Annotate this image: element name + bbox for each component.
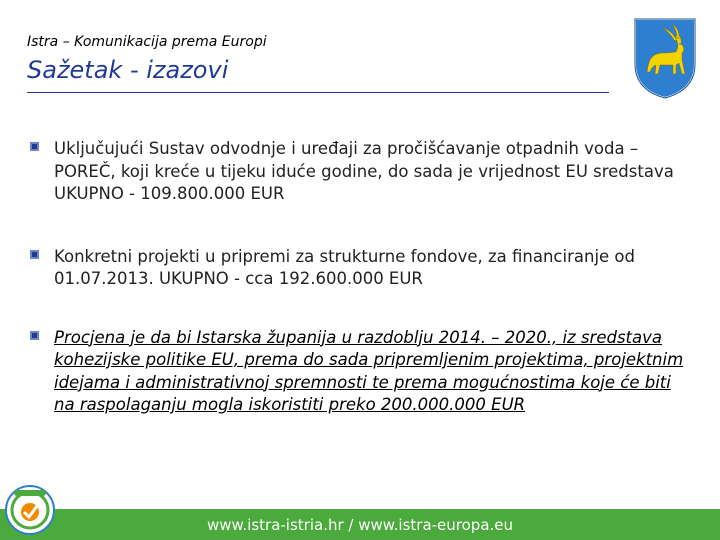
bullet-list: [30, 138, 690, 417]
list-item: [30, 138, 690, 206]
header-divider: [27, 92, 609, 93]
list-item-text: Konkretni projekti u pripremi za strukturne fondove, za financiranje od 01.07.2013. UKUPNO - cca 192.600.000 EUR: [54, 246, 635, 288]
bullet-square-icon: [30, 250, 39, 259]
footer-url[interactable]: www.istra-istria.hr / www.istra-europa.eu: [206, 516, 514, 534]
list-item-text: Uključujući Sustav odvodnje i uređaji za pročišćavanje otpadnih voda – POREČ, koji kreće u tijeku iduće godine, do sada je vrijednost EU sredstava UKUPNO - 109.800.000 EUR: [54, 139, 674, 203]
list-item: [30, 246, 690, 291]
page-title: Sažetak - izazovi: [27, 56, 229, 84]
header-kicker: Istra – Komunikacija prema Europi: [27, 34, 267, 50]
istria-coat-of-arms-icon: [632, 16, 698, 100]
certification-badge-icon: [4, 484, 56, 536]
list-item-text: Procjena je da bi Istarska županija u razdoblju 2014. – 2020., iz sredstava kohezijske politike EU, prema do sada pripremljenim projektima, projektnim idejama i administrativnoj spremnosti te prema mogućnostima koje će biti na raspolaganju mogla iskoristiti preko 200.000.000 EUR: [54, 327, 684, 414]
bullet-square-icon: [30, 331, 39, 340]
bullet-square-icon: [30, 142, 39, 151]
list-item: [30, 327, 690, 417]
footer-bar: [0, 509, 720, 540]
